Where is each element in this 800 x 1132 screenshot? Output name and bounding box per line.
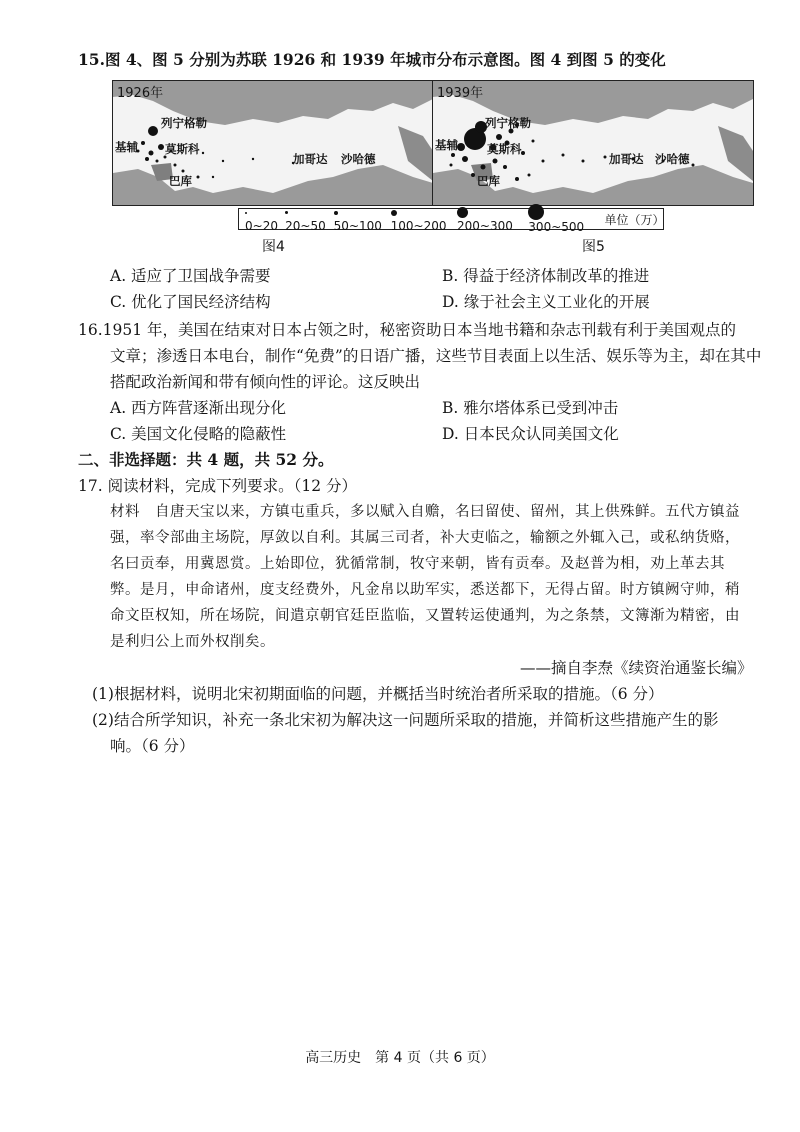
q17-material-line-1: 材料 自唐天宝以来，方镇屯重兵，多以赋入自赡，名曰留使、留州，其上供殊鲜。五代方镇益 bbox=[110, 504, 740, 520]
map-1926 bbox=[112, 80, 434, 206]
q16-option-d: D. 日本民众认同美国文化 bbox=[442, 425, 619, 443]
q17-material-line-6: 是利归公上而外权削矣。 bbox=[110, 634, 275, 650]
map-1926-label-karaganda: 加哥达 bbox=[293, 152, 328, 166]
legend-item-0-20: 0~20 bbox=[245, 205, 279, 233]
q15-option-a: A. 适应了卫国战争需要 bbox=[110, 267, 271, 285]
legend-item-100-200: 100~200 bbox=[391, 205, 451, 233]
map-1939-label-moscow: 莫斯科 bbox=[487, 142, 522, 156]
q17-material-line-3: 名曰贡奉，用冀恩赏。上始即位，犹循常制，牧守来朝，皆有贡奉。及赵普为相，劝上革去其 bbox=[110, 556, 725, 572]
map-1939-label-leningrad: 列宁格勒 bbox=[485, 116, 531, 130]
q15-stem: 15.图 4、图 5 分别为苏联 1926 和 1939 年城市分布示意图。图 4 到图 5 的变化 bbox=[78, 50, 666, 69]
legend-item-300-500: 300~500 bbox=[528, 204, 598, 234]
q16-stem-line-1: 16.1951 年，美国在结束对日本占领之时，秘密资助日本当地书籍和杂志刊载有利于美国观点的 bbox=[78, 321, 737, 339]
map-1939-label-kiev: 基辅 bbox=[435, 138, 458, 152]
q15-option-d: D. 缘于社会主义工业化的开展 bbox=[442, 293, 650, 311]
section-2-heading: 二、非选择题：共 4 题，共 52 分。 bbox=[78, 450, 334, 469]
map-1939-label-shakhty: 沙哈德 bbox=[655, 152, 690, 166]
figure-5-caption: 图5 bbox=[582, 239, 605, 255]
q15-option-c: C. 优化了国民经济结构 bbox=[110, 293, 271, 311]
legend-unit: 单位（万） bbox=[604, 212, 665, 227]
map-legend bbox=[238, 208, 665, 234]
q16-stem-line-3: 搭配政治新闻和带有倾向性的评论。这反映出 bbox=[110, 373, 421, 391]
page-footer: 高三历史 第 4 页（共 6 页） bbox=[305, 1050, 495, 1066]
map-1926-label-shakhty: 沙哈德 bbox=[341, 152, 376, 166]
q16-option-a: A. 西方阵营逐渐出现分化 bbox=[110, 399, 287, 417]
q17-sub-question-1: (1)根据材料，说明北宋初期面临的问题，并概括当时统治者所采取的措施。（6 分） bbox=[92, 685, 664, 703]
map-1939-label-baku: 巴库 bbox=[477, 174, 500, 188]
q16-option-c: C. 美国文化侵略的隐蔽性 bbox=[110, 425, 287, 443]
map-1926-label-leningrad: 列宁格勒 bbox=[161, 116, 207, 130]
map-1926-label-kiev: 基辅 bbox=[115, 140, 138, 154]
q17-sub-question-2-line-1: (2)结合所学知识，补充一条北宋初为解决这一问题所采取的措施，并简析这些措施产生的影 bbox=[92, 711, 719, 729]
map-1939-label-karaganda: 加哥达 bbox=[609, 152, 644, 166]
q17-material-line-4: 弊。是月，申命诸州，度支经费外，凡金帛以助军实，悉送都下，无得占留。时方镇阙守帅，稍 bbox=[110, 582, 740, 598]
legend-item-20-50: 20~50 bbox=[285, 205, 328, 233]
map-1939 bbox=[432, 80, 754, 206]
q17-stem: 17. 阅读材料，完成下列要求。（12 分） bbox=[78, 477, 357, 495]
legend-item-200-300: 200~300 bbox=[457, 205, 522, 233]
q16-stem-line-2: 文章；渗透日本电台，制作“免费”的日语广播，这些节目表面上以生活、娱乐等为主，却在其中 bbox=[110, 347, 762, 365]
q17-source: ——摘自李焘《续资治通鉴长编》 bbox=[520, 659, 753, 677]
q17-material-line-2: 强，率令部曲主场院，厚敛以自利。其属三司者，补大吏临之，输额之外辄入己，或私纳货赂， bbox=[110, 530, 740, 546]
figure-4-caption: 图4 bbox=[262, 239, 285, 255]
q16-option-b: B. 雅尔塔体系已受到冲击 bbox=[442, 399, 619, 417]
q17-material-line-5: 命文臣权知，所在场院，间遣京朝官廷臣监临，又置转运使通判，为之条禁，文簿渐为精密，由 bbox=[110, 608, 740, 624]
legend-item-50-100: 50~100 bbox=[334, 205, 385, 233]
map-1926-year: 1926年 bbox=[117, 86, 164, 101]
map-1939-year: 1939年 bbox=[437, 86, 484, 101]
map-1926-label-baku: 巴库 bbox=[169, 174, 192, 188]
q17-sub-question-2-line-2: 响。（6 分） bbox=[110, 737, 195, 755]
map-1926-label-moscow: 莫斯科 bbox=[165, 142, 200, 156]
q15-option-b: B. 得益于经济体制改革的推进 bbox=[442, 267, 650, 285]
